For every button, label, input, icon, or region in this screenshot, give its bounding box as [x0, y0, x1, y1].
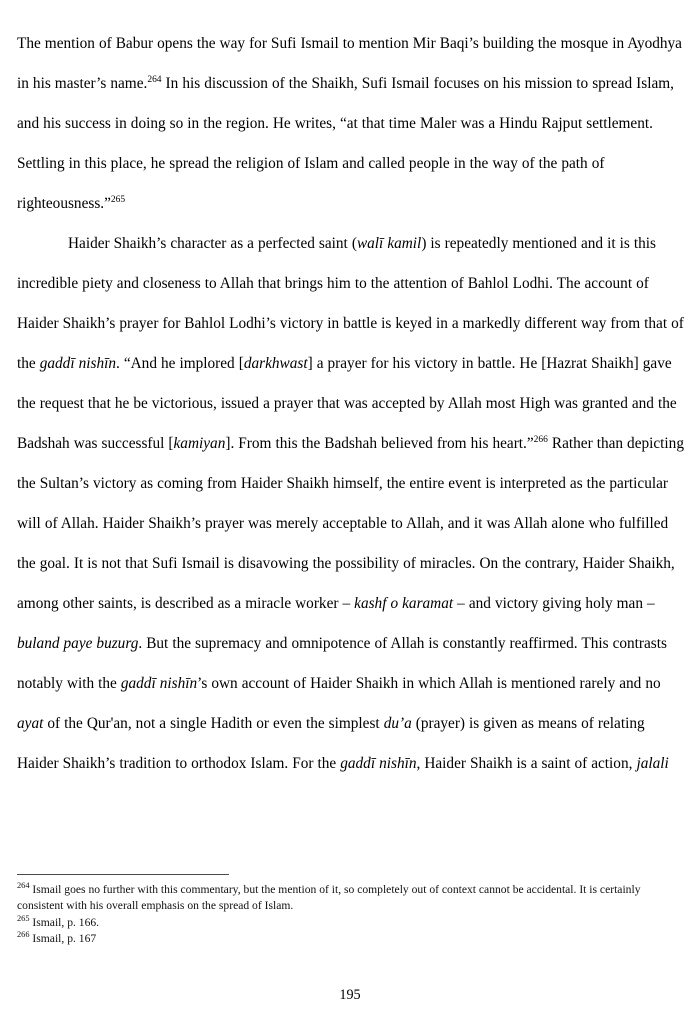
footnote-264 — [17, 882, 684, 915]
italic-term: buland paye buzurg — [17, 635, 139, 652]
text-run: of the Qur'an, not a single Hadith or even the simplest — [43, 715, 384, 732]
italic-term: jalali — [636, 755, 669, 772]
footnote-266 — [17, 931, 684, 947]
footnote-list — [17, 882, 684, 948]
italic-term: gaddī nishīn — [120, 675, 198, 692]
text-run: Rather than depicting the Sultan’s victory as coming from Haider Shaikh himself, the entire event is interpreted as the particular will of Allah. Haider Shaikh’s prayer was merely acceptable to Allah, and it was Allah alone who fulfilled the goal. It is not that Sufi Ismail is disavowing the possibility of miracles. On the contrary, Haider Shaikh, among other saints, is described as a miracle worker – — [17, 435, 684, 612]
text-run: ]. From this the Badshah believed from his heart.” — [225, 435, 534, 452]
footnote-number: 264 — [17, 881, 30, 891]
text-run: ’s own account of Haider Shaikh in which Allah is mentioned rarely and no — [197, 675, 661, 692]
text-run: ] a prayer for his victory in battle. He [Hazrat Shaikh] gave the request that he be victorious, issued a prayer that was accepted by Allah most High was granted and the Badshah was successful [ — [17, 355, 677, 452]
text-run: – and victory giving holy man – — [453, 595, 655, 612]
paragraph-2 — [17, 224, 684, 784]
footnote-marker: 265 — [110, 194, 126, 205]
footnote-text: Ismail, p. 166. — [29, 915, 100, 929]
italic-term: du’a — [383, 715, 412, 732]
footnote-265 — [17, 915, 684, 931]
italic-term: kamiyan — [173, 435, 226, 452]
footnote-separator-rule — [17, 874, 229, 875]
text-run: The mention of Babur opens the way for Sufi Ismail to mention Mir Baqi’s building the mosque in Ayodhya in his master’s name. — [17, 35, 682, 92]
body-text-block — [17, 24, 684, 784]
footnote-marker: 266 — [533, 434, 548, 445]
italic-term: darkhwast — [243, 355, 308, 372]
footnote-area — [17, 874, 684, 948]
footnote-number: 265 — [17, 913, 30, 923]
footnote-number: 266 — [17, 930, 30, 940]
text-run: (prayer) is given as means of relating Haider Shaikh’s tradition to orthodox Islam. For the — [17, 715, 645, 772]
text-run: In his discussion of the Shaikh, Sufi Ismail focuses on his mission to spread Islam, and his success in doing so in the region. He writes, “at that time Maler was a Hindu Rajput settlement. Settling in this place, he spread the religion of Islam and called people in the way of the path of righteousness.” — [17, 75, 674, 212]
italic-term: gaddī nishīn — [39, 355, 116, 372]
footnote-marker: 264 — [147, 74, 162, 85]
text-run: Haider Shaikh’s character as a perfected saint ( — [68, 235, 357, 252]
paragraph-1 — [17, 24, 684, 224]
text-run: , Haider Shaikh is a saint of action, — [416, 755, 637, 772]
italic-term: gaddī nishīn — [340, 755, 417, 772]
italic-term: ayat — [17, 715, 44, 732]
footnote-text: Ismail, p. 167 — [29, 932, 97, 946]
footnote-text: Ismail goes no further with this commentary, but the mention of it, so completely out of context cannot be accidental. It is certainly consistent with his overall emphasis on the spread of Islam. — [17, 883, 641, 913]
italic-term: walī kamil — [356, 235, 422, 252]
italic-term: kashf o karamat — [354, 595, 454, 612]
text-run: . But the supremacy and omnipotence of Allah is constantly reaffirmed. This contrasts notably with the — [17, 635, 667, 692]
page-number: 195 — [339, 987, 361, 1003]
text-run: . “And he implored [ — [116, 355, 244, 372]
text-run: ) is repeatedly mentioned and it is this incredible piety and closeness to Allah that brings him to the attention of Bahlol Lodhi. The account of Haider Shaikh’s prayer for Bahlol Lodhi’s victory in battle is keyed in a markedly different way from that of the — [17, 235, 684, 372]
